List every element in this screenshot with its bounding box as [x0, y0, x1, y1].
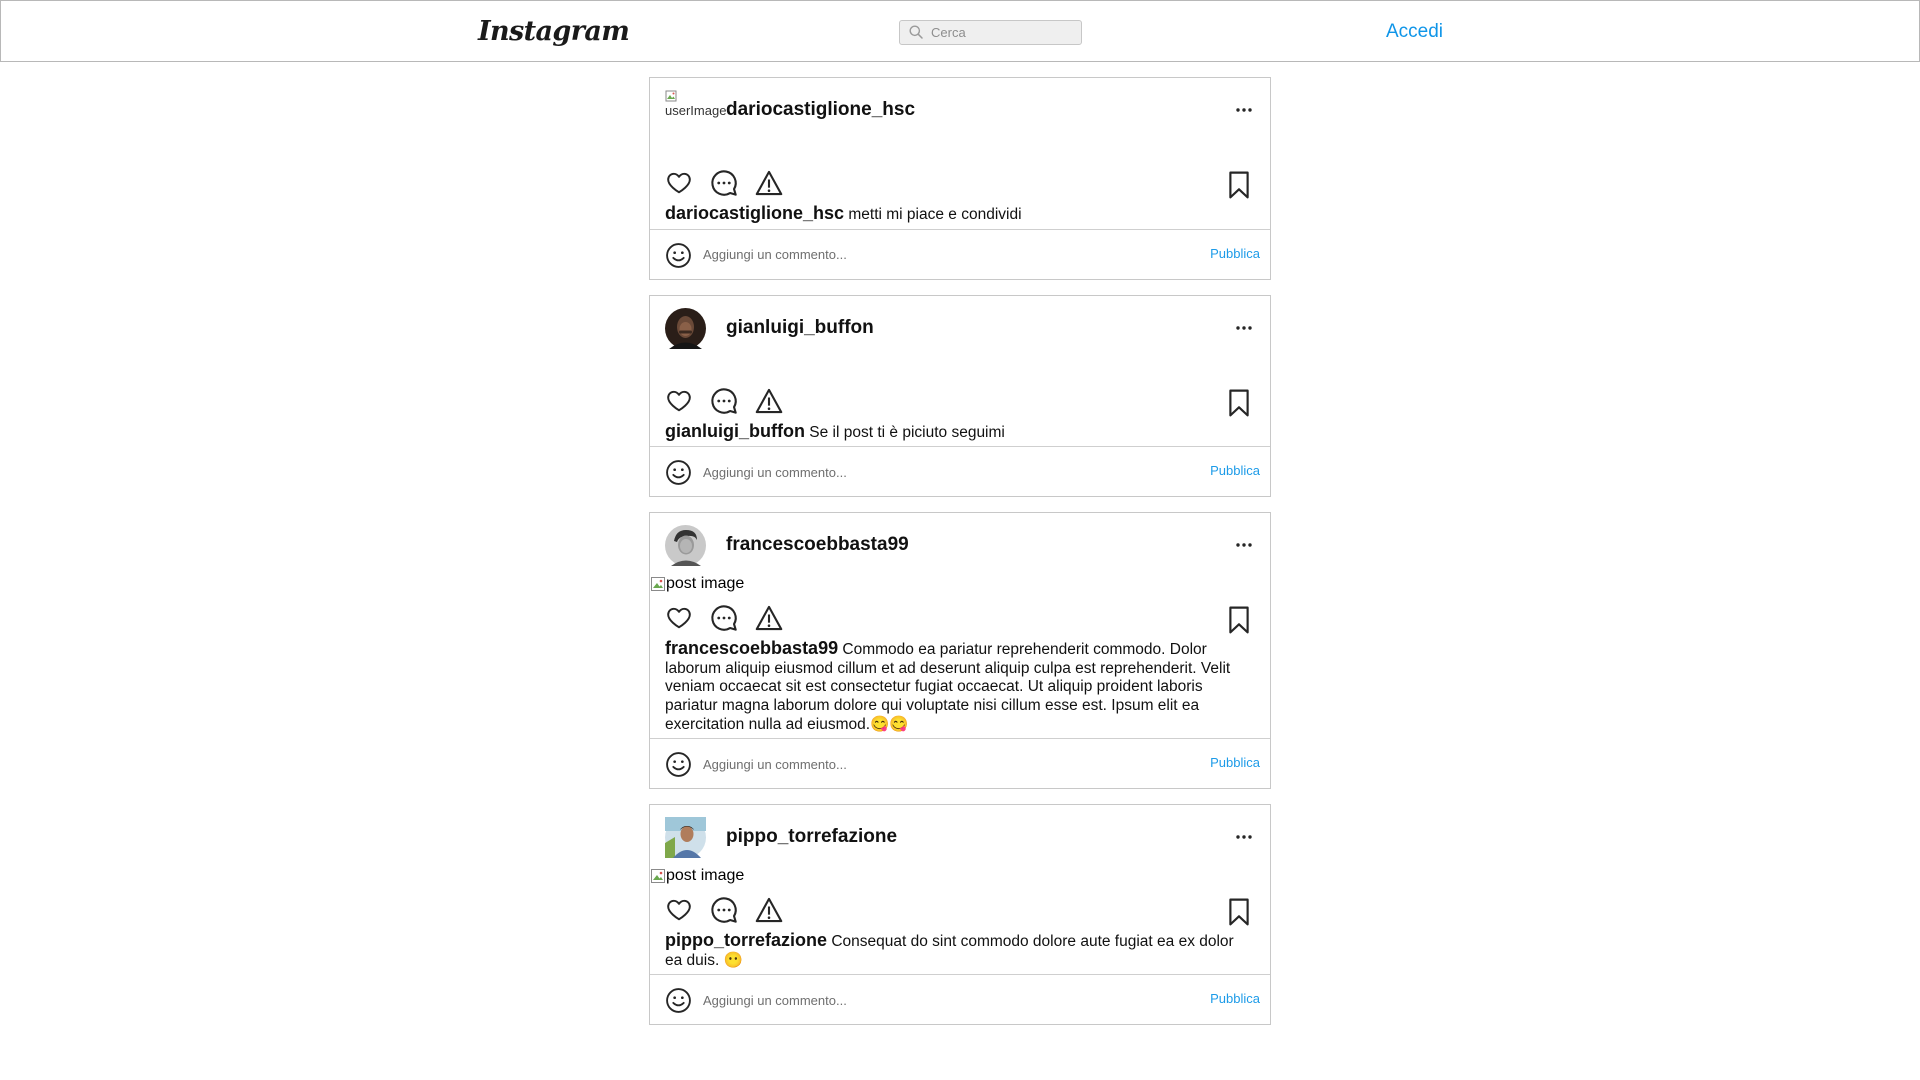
comment-bubble-icon	[710, 169, 738, 197]
comment-button[interactable]	[709, 603, 739, 633]
post-header	[650, 513, 1270, 573]
heart-icon	[665, 897, 693, 923]
top-navbar	[0, 0, 1920, 62]
post-card	[649, 77, 1271, 280]
post-image	[650, 573, 1270, 595]
search-input[interactable]	[931, 25, 1071, 40]
share-button[interactable]	[754, 895, 784, 925]
like-button[interactable]	[664, 168, 694, 198]
publish-button[interactable]: Pubblica	[1210, 991, 1260, 1007]
post-username[interactable]: francescoebbasta99	[726, 534, 909, 556]
avatar-photo	[665, 817, 706, 858]
post-image	[650, 865, 1270, 887]
more-dots-icon	[1235, 835, 1253, 839]
share-button[interactable]	[754, 603, 784, 633]
share-button[interactable]	[754, 386, 784, 416]
more-options-button[interactable]	[1232, 535, 1256, 555]
warning-triangle-icon	[755, 387, 783, 415]
avatar-photo	[665, 308, 706, 349]
post-card	[649, 512, 1271, 789]
post-image-alt-text: post image	[666, 575, 745, 593]
post-username[interactable]: dariocastiglione_hsc	[726, 99, 916, 120]
heart-icon	[665, 605, 693, 631]
avatar[interactable]	[665, 817, 706, 858]
emoji-smiley-icon[interactable]	[665, 987, 692, 1014]
publish-button[interactable]: Pubblica	[1210, 245, 1260, 261]
post-caption	[650, 422, 1270, 447]
instagram-logo[interactable]: Instagram	[478, 16, 630, 47]
post-caption	[650, 931, 1270, 974]
broken-image-icon	[650, 576, 666, 592]
comment-bubble-icon	[710, 604, 738, 632]
caption-username[interactable]: francescoebbasta99	[665, 638, 839, 659]
more-dots-icon	[1235, 326, 1253, 330]
caption-text: Consequat do sint commodo dolore aute fugiat ea ex dolor ea duis. 😶	[665, 933, 1234, 969]
comment-bar	[650, 974, 1270, 1024]
bookmark-icon	[1228, 171, 1250, 199]
like-button[interactable]	[664, 386, 694, 416]
caption-text: Se il post ti è piciuto seguimi	[804, 423, 1005, 441]
comment-bar	[650, 738, 1270, 788]
comment-bar	[650, 446, 1270, 496]
post-card	[649, 804, 1271, 1025]
broken-image-icon	[665, 90, 677, 102]
avatar[interactable]	[665, 525, 706, 566]
broken-image-icon	[650, 868, 666, 884]
comment-input[interactable]	[703, 462, 1123, 482]
publish-button[interactable]: Pubblica	[1210, 463, 1260, 479]
more-options-button[interactable]	[1232, 827, 1256, 847]
avatar[interactable]	[665, 308, 706, 349]
warning-triangle-icon	[755, 169, 783, 197]
caption-username[interactable]: dariocastiglione_hsc	[665, 203, 845, 223]
post-caption	[650, 204, 1270, 229]
post-actions	[650, 595, 1270, 639]
post-card	[649, 295, 1271, 498]
more-options-button[interactable]	[1232, 318, 1256, 338]
comment-bubble-icon	[710, 387, 738, 415]
emoji-smiley-icon[interactable]	[665, 751, 692, 778]
post-image-alt-text: post image	[666, 867, 745, 885]
post-header	[650, 296, 1270, 356]
caption-text: metti mi piace e condividi	[844, 206, 1022, 223]
emoji-smiley-icon[interactable]	[665, 242, 692, 269]
feed	[649, 77, 1271, 1040]
caption-text: Commodo ea pariatur reprehenderit commodo. Dolor laborum aliquip eiusmod cillum et ad deserunt aliquip culpa est reprehenderit. Velit veniam occaecat sit est consectetur fugiat occaecat. Ut aliquip proident laboris pariatur magna laborum dolore qui voluptate nisi cillum esse est. Ipsum elit ea exercitation nulla ad eiusmod.😋😋	[665, 641, 1231, 733]
publish-button[interactable]: Pubblica	[1210, 755, 1260, 771]
comment-input[interactable]	[703, 990, 1123, 1010]
login-link[interactable]: Accedi	[1386, 21, 1444, 42]
post-image	[650, 138, 1270, 160]
save-button[interactable]	[1224, 388, 1254, 418]
emoji-smiley-icon[interactable]	[665, 459, 692, 486]
post-caption	[650, 639, 1270, 738]
warning-triangle-icon	[755, 896, 783, 924]
like-button[interactable]	[664, 603, 694, 633]
avatar-photo	[665, 525, 706, 566]
comment-input[interactable]	[703, 754, 1123, 774]
more-options-button[interactable]	[1232, 100, 1256, 120]
search-icon	[909, 25, 925, 41]
save-button[interactable]	[1224, 605, 1254, 635]
avatar[interactable]	[665, 90, 727, 131]
warning-triangle-icon	[755, 604, 783, 632]
comment-bar	[650, 229, 1270, 279]
bookmark-icon	[1228, 389, 1250, 417]
post-header	[650, 78, 1270, 138]
bookmark-icon	[1228, 898, 1250, 926]
comment-bubble-icon	[710, 896, 738, 924]
post-image	[650, 356, 1270, 378]
post-username[interactable]: gianluigi_buffon	[726, 316, 874, 338]
like-button[interactable]	[664, 895, 694, 925]
comment-input[interactable]	[703, 245, 1123, 265]
save-button[interactable]	[1224, 170, 1254, 200]
post-actions	[650, 160, 1270, 204]
more-dots-icon	[1235, 108, 1253, 112]
search-box[interactable]	[899, 20, 1082, 45]
caption-username[interactable]: pippo_torrefazione	[665, 930, 828, 951]
post-actions	[650, 887, 1270, 931]
bookmark-icon	[1228, 606, 1250, 634]
share-button[interactable]	[754, 168, 784, 198]
more-dots-icon	[1235, 543, 1253, 547]
comment-button[interactable]	[709, 386, 739, 416]
avatar-alt-text: userImage	[665, 103, 727, 118]
heart-icon	[665, 388, 693, 414]
comment-button[interactable]	[709, 895, 739, 925]
post-header	[650, 805, 1270, 865]
post-username[interactable]: pippo_torrefazione	[726, 826, 898, 848]
caption-username[interactable]: gianluigi_buffon	[665, 420, 805, 441]
post-actions	[650, 378, 1270, 422]
comment-button[interactable]	[709, 168, 739, 198]
heart-icon	[665, 170, 693, 196]
save-button[interactable]	[1224, 897, 1254, 927]
